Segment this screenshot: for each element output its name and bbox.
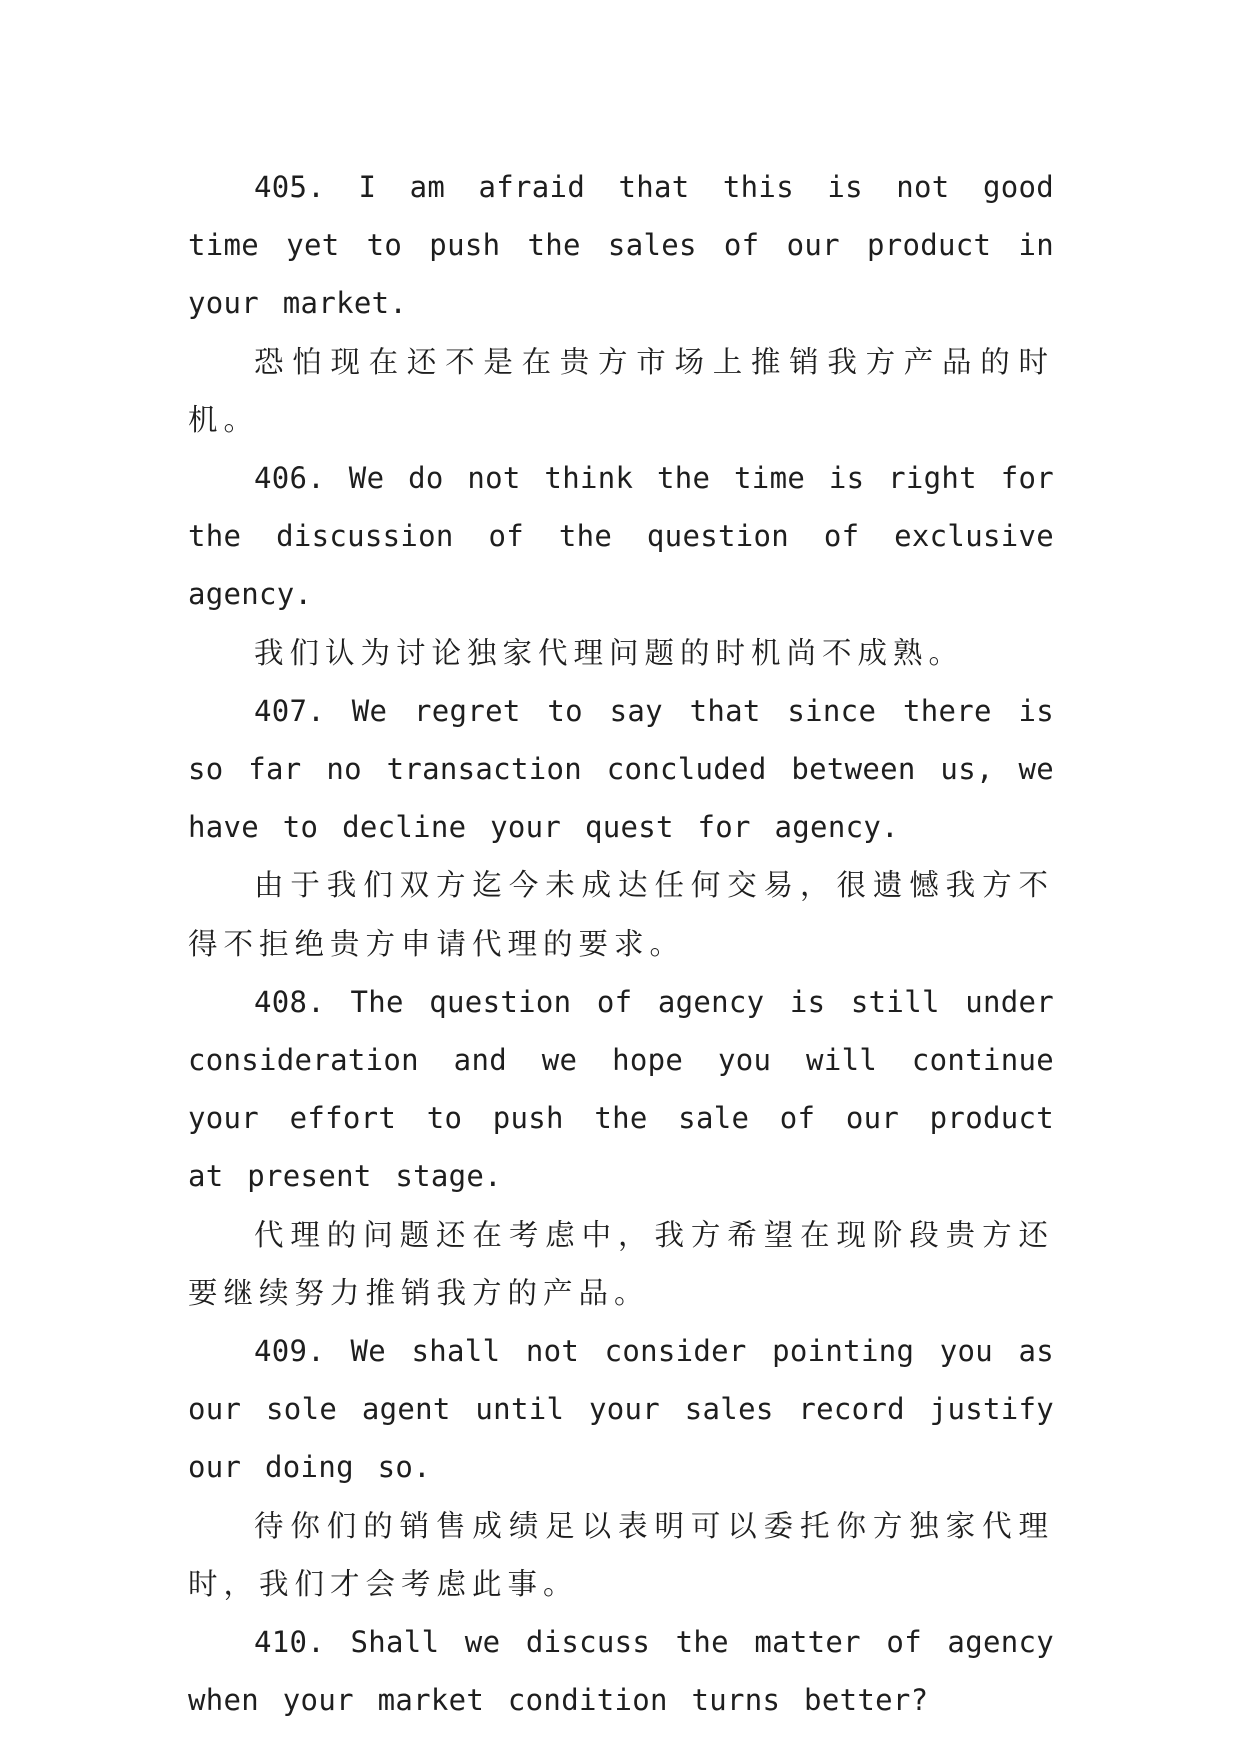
english-sentence: 407. We regret to say that since there is so far no transaction concluded between us, we have to decline your quest for agency. (188, 693, 1054, 845)
english-sentence: 410. Shall we discuss the matter of agency when your market condition turns better? (188, 1625, 1054, 1718)
english-sentence: 405. I am afraid that this is not good time yet to push the sales of our product in your market. (188, 170, 1054, 321)
chinese-translation: 我们认为讨论独家代理问题的时机尚不成熟。 (254, 635, 965, 670)
english-sentence: 408. The question of agency is still under consideration and we hope you will continue your effort to push the sale of our product at present stage. (188, 984, 1054, 1194)
entry-405 (188, 158, 1054, 449)
english-sentence: 406. We do not think the time is right for the discussion of the question of exclusive agency. (188, 461, 1054, 612)
entry-406 (188, 449, 1054, 682)
english-sentence: 409. We shall not consider pointing you as our sole agent until your sales record justify our doing so. (188, 1334, 1054, 1485)
chinese-translation: 由于我们双方迄今未成达任何交易，很遗憾我方不得不拒绝贵方申请代理的要求。 (188, 868, 1054, 961)
entry-409 (188, 1322, 1054, 1613)
entry-407 (188, 682, 1054, 973)
chinese-translation: 恐怕现在还不是在贵方市场上推销我方产品的时机。 (188, 344, 1054, 437)
chinese-translation: 待你们的销售成绩足以表明可以委托你方独家代理时，我们才会考虑此事。 (188, 1508, 1054, 1601)
entry-410 (188, 1613, 1054, 1729)
entry-408 (188, 973, 1054, 1322)
chinese-translation: 代理的问题还在考虑中，我方希望在现阶段贵方还要继续努力推销我方的产品。 (188, 1217, 1054, 1310)
document-body (188, 158, 1054, 1729)
